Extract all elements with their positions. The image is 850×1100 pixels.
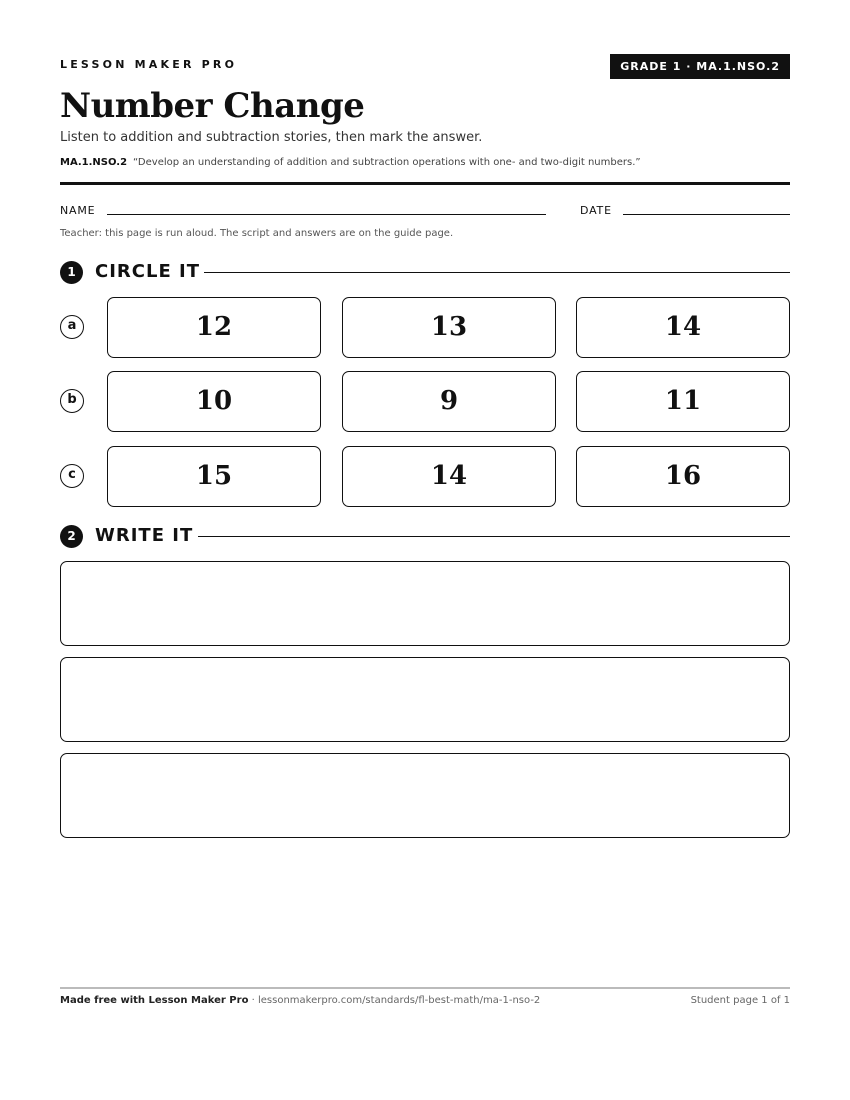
answer-choice[interactable]: 14: [576, 297, 790, 358]
section-circle-header: [60, 260, 790, 284]
date-label: DATE: [580, 204, 612, 217]
section-divider: [204, 272, 790, 273]
row-letter-badge: b: [60, 389, 84, 413]
write-answer-box[interactable]: [60, 561, 790, 646]
teacher-note: Teacher: this page is run aloud. The script and answers are on the guide page.: [60, 228, 454, 239]
answer-choice[interactable]: 14: [342, 446, 556, 507]
standard-text: “Develop an understanding of addition and subtraction operations with one- and two-digit numbers.”: [133, 157, 641, 168]
footer-url[interactable]: · lessonmakerpro.com/standards/fl-best-math/ma-1-nso-2: [248, 995, 541, 1006]
page-subtitle: Listen to addition and subtraction stories, then mark the answer.: [60, 130, 483, 145]
answer-choice[interactable]: 11: [576, 371, 790, 432]
write-answer-box[interactable]: [60, 753, 790, 838]
footer-page-number: Student page 1 of 1: [690, 995, 790, 1006]
header-divider: [60, 182, 790, 185]
write-answer-box[interactable]: [60, 657, 790, 742]
standard-line: [60, 157, 641, 168]
section-divider: [198, 536, 790, 537]
brand-name: LESSON MAKER PRO: [60, 58, 238, 71]
worksheet-page: [60, 0, 790, 1100]
section-write-header: [60, 524, 790, 548]
answer-choice[interactable]: 13: [342, 297, 556, 358]
footer-credit: [60, 995, 540, 1006]
answer-choice[interactable]: 15: [107, 446, 321, 507]
section-title: WRITE IT: [95, 525, 194, 546]
standard-code: MA.1.NSO.2: [60, 157, 128, 168]
section-number-badge: 2: [60, 525, 83, 548]
question-row-b: [60, 371, 790, 433]
grade-badge: GRADE 1 · MA.1.NSO.2: [610, 54, 790, 79]
section-title: CIRCLE IT: [95, 261, 200, 282]
row-letter-badge: a: [60, 315, 84, 339]
section-number-badge: 1: [60, 261, 83, 284]
row-letter-badge: c: [60, 464, 84, 488]
question-row-a: [60, 297, 790, 359]
name-label: NAME: [60, 204, 96, 217]
name-field[interactable]: [107, 214, 546, 215]
question-row-c: [60, 446, 790, 508]
date-field[interactable]: [623, 214, 790, 215]
answer-choice[interactable]: 10: [107, 371, 321, 432]
page-title: Number Change: [60, 86, 365, 126]
answer-choice[interactable]: 16: [576, 446, 790, 507]
footer-made-with: Made free with Lesson Maker Pro: [60, 995, 249, 1006]
answer-choice[interactable]: 9: [342, 371, 556, 432]
footer-divider: [60, 987, 790, 989]
answer-choice[interactable]: 12: [107, 297, 321, 358]
